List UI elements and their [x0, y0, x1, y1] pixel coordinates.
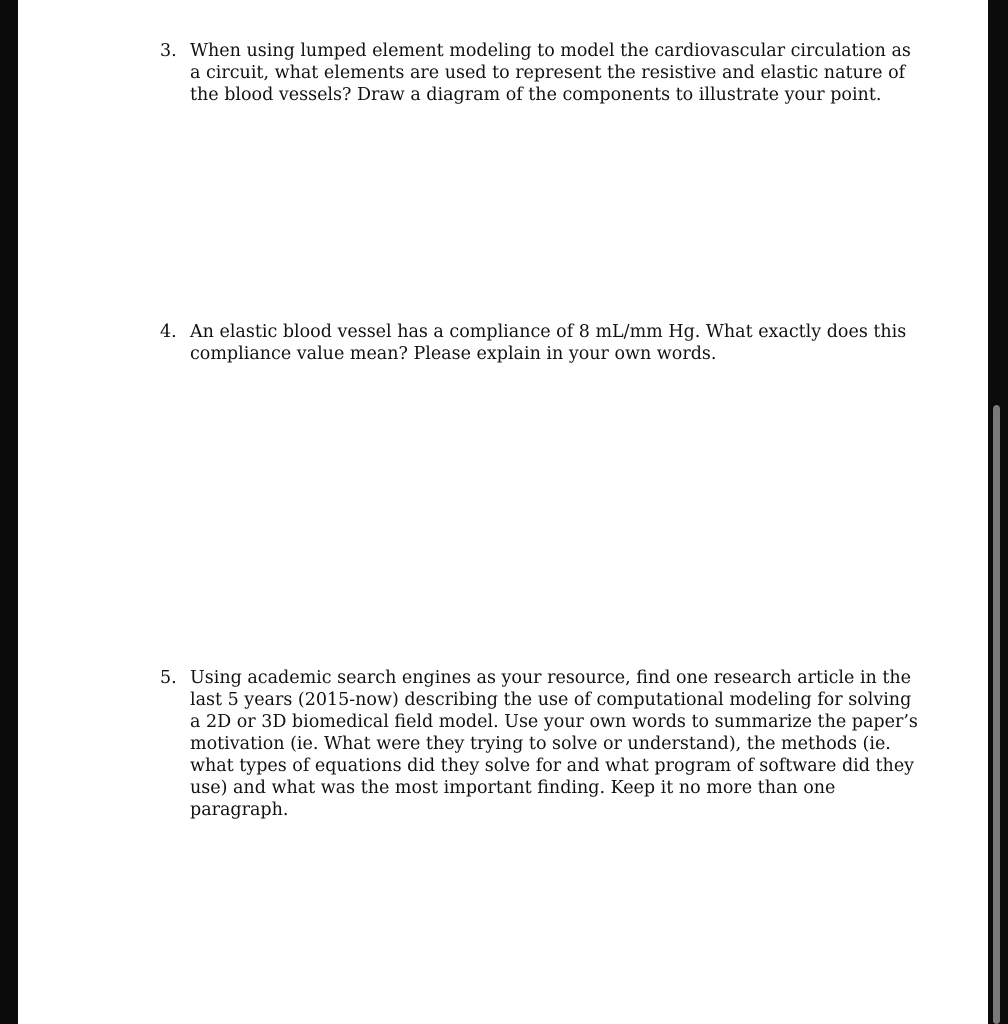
question-line: a circuit, what elements are used to represent the resistive and elastic nature of	[190, 63, 906, 83]
question-line: last 5 years (2015-now) describing the use of computational modeling for solving	[190, 690, 912, 710]
question-line: what types of equations did they solve for and what program of software did they	[190, 756, 915, 776]
question-number: 4.	[160, 322, 177, 342]
question-line: the blood vessels? Draw a diagram of the components to illustrate your point.	[190, 85, 882, 105]
question-line: paragraph.	[190, 800, 289, 820]
document-page	[18, 0, 988, 1024]
question-line: When using lumped element modeling to model the cardiovascular circulation as	[190, 41, 911, 61]
question-text	[190, 321, 907, 365]
question-5	[160, 667, 918, 821]
question-line: Using academic search engines as your resource, find one research article in the	[190, 668, 912, 688]
question-line: use) and what was the most important finding. Keep it no more than one	[190, 778, 836, 798]
question-number: 5.	[160, 668, 177, 688]
question-line: compliance value mean? Please explain in your own words.	[190, 344, 717, 364]
scrollbar-thumb[interactable]	[993, 405, 1000, 1024]
question-text	[190, 40, 911, 106]
question-line: a 2D or 3D biomedical field model. Use your own words to summarize the paper’s	[190, 712, 918, 732]
question-3	[160, 40, 911, 106]
question-number: 3.	[160, 41, 177, 61]
question-4	[160, 321, 907, 365]
question-text	[190, 667, 918, 821]
question-line: motivation (ie. What were they trying to solve or understand), the methods (ie.	[190, 734, 891, 754]
question-line: An elastic blood vessel has a compliance of 8 mL/mm Hg. What exactly does this	[190, 322, 907, 342]
scrollbar[interactable]	[988, 0, 1008, 1024]
